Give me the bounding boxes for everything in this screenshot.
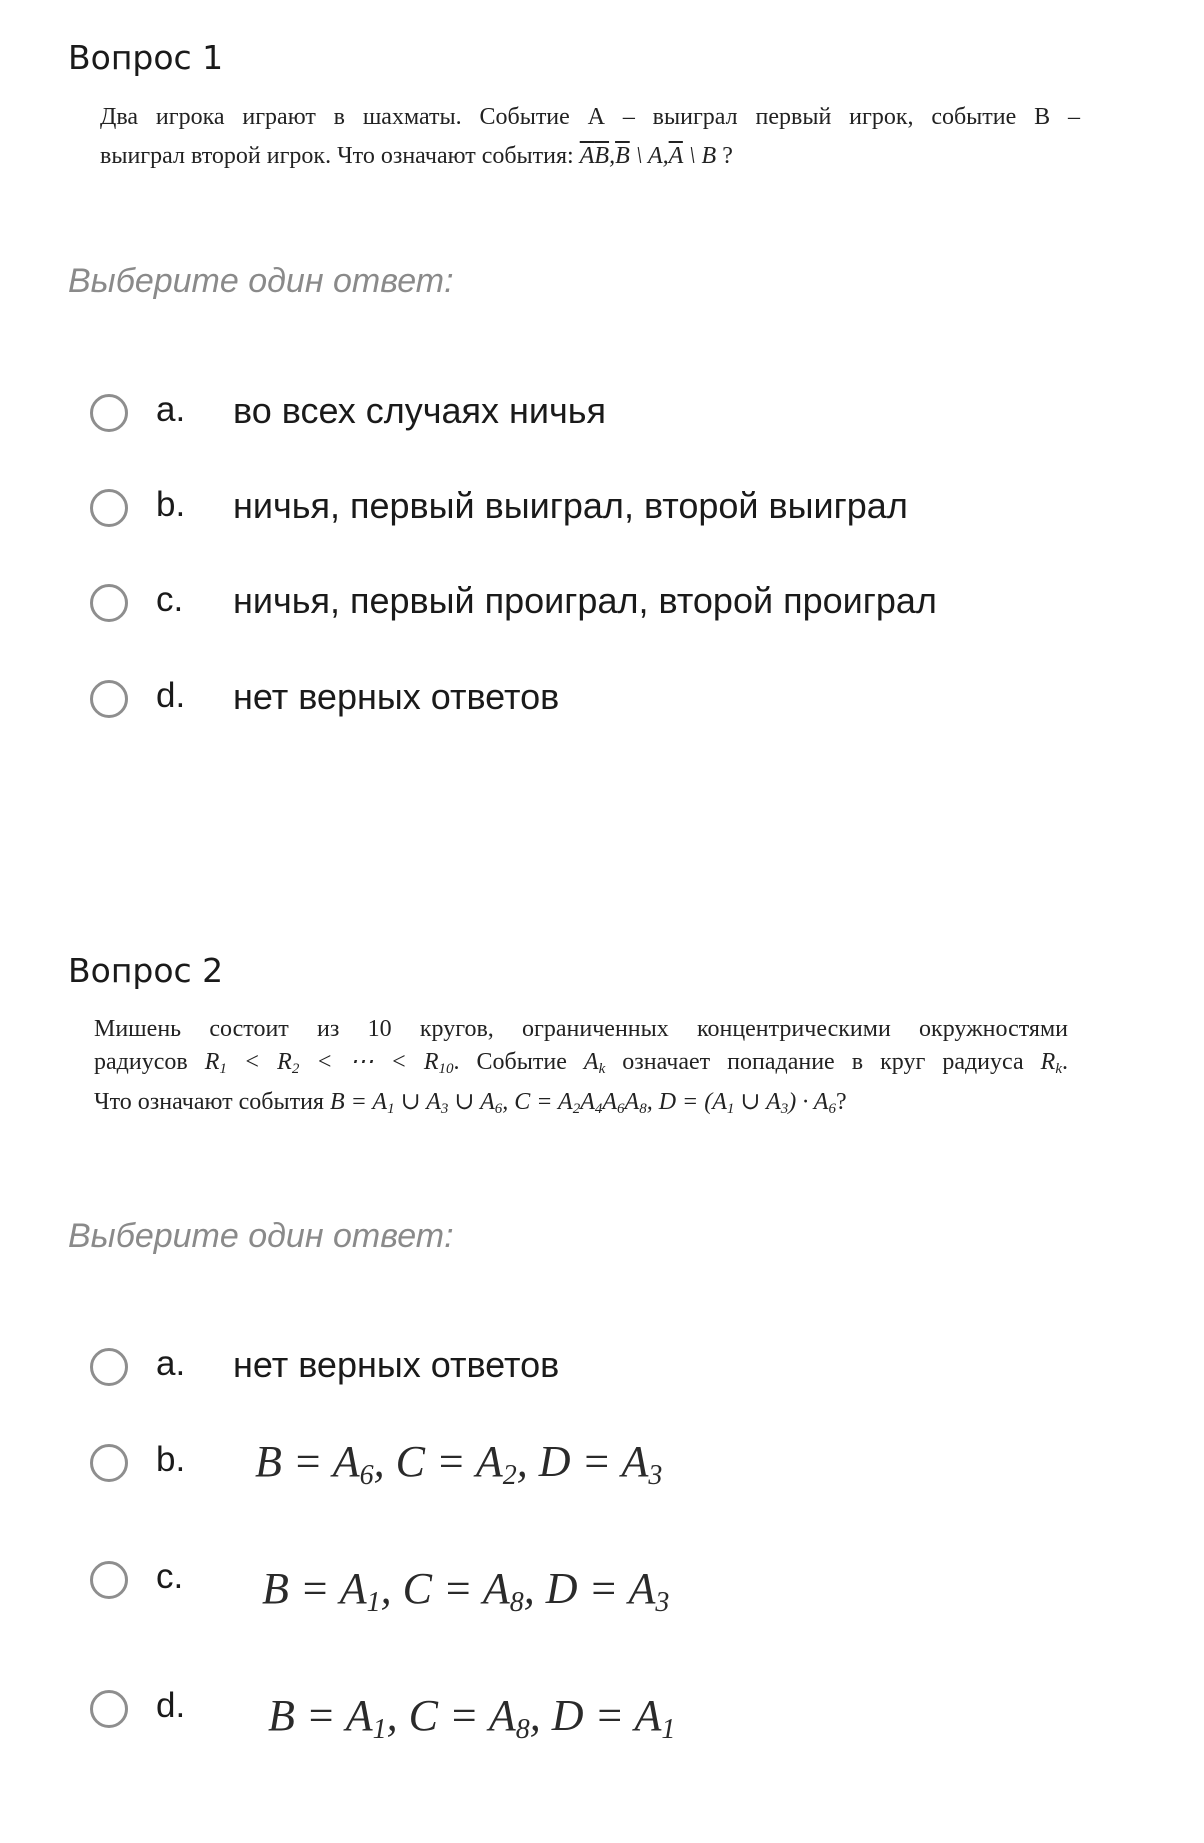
option-label: ничья, первый выиграл, второй выиграл	[233, 485, 908, 526]
radio-button[interactable]	[90, 680, 128, 718]
option-letter: d.	[156, 1686, 186, 1725]
option-formula: $B = A_1$, $C = A_8$, $D = A_3$	[262, 1564, 670, 1618]
radio-button[interactable]	[90, 394, 128, 432]
question-1-title: Вопрос 1	[68, 38, 224, 77]
option-letter: c.	[156, 580, 184, 619]
option-letter: a.	[156, 390, 186, 429]
question-2-prompt: Выберите один ответ:	[68, 1217, 454, 1255]
question-2-text: Мишень состоит из 10 кругов, ограниченных концентрическими окружностями радиусов $R_1 < R_2$ < ⋯ < $R_{10}$. Событие $A_k$ означает попадание в круг радиуса $R_k$. Что означают события $B = A_1$ ∪ $A_3$ ∪ $A_6$, $C = A_2A_4A_6A_8$, $D = (A_1$ ∪ $A_3) \cdot A_6$?	[94, 1016, 1068, 1117]
option-label: во всех случаях ничья	[233, 390, 606, 431]
radio-button[interactable]	[90, 1348, 128, 1386]
radio-button[interactable]	[90, 1690, 128, 1728]
option-label: нет верных ответов	[233, 676, 560, 717]
question-1-text: Два игрока играют в шахматы. Событие А – выиграл первый игрок, событие В – выиграл второй игрок. Что означают события: $\overline{A}\overline{B},\overline{B}$ \ $A,\overline{A}$ \ B ?	[100, 104, 1080, 169]
question-1-option-b[interactable]	[90, 481, 1090, 541]
option-formula: $B = A_6$, $C = A_2$, $D = A_3$	[255, 1437, 663, 1491]
question-2-option-a[interactable]	[90, 1340, 1090, 1400]
question-2-option-b[interactable]	[90, 1436, 1090, 1496]
option-letter: a.	[156, 1344, 186, 1383]
question-1-option-c[interactable]	[90, 576, 1090, 636]
radio-button[interactable]	[90, 1561, 128, 1599]
option-formula: $B = A_1$, $C = A_8$, $D = A_1$	[268, 1691, 676, 1745]
radio-button[interactable]	[90, 1444, 128, 1482]
question-2-title: Вопрос 2	[68, 951, 224, 990]
option-letter: b.	[156, 485, 186, 524]
question-2-option-c[interactable]	[90, 1553, 1090, 1618]
radio-button[interactable]	[90, 489, 128, 527]
question-2-option-d[interactable]	[90, 1682, 1090, 1745]
option-label: ничья, первый проиграл, второй проиграл	[233, 580, 937, 621]
option-letter: b.	[156, 1440, 186, 1479]
question-1-prompt: Выберите один ответ:	[68, 262, 454, 300]
radio-button[interactable]	[90, 584, 128, 622]
question-1-option-d[interactable]	[90, 672, 1090, 732]
question-1-option-a[interactable]	[90, 386, 1090, 446]
option-label: нет верных ответов	[233, 1344, 560, 1385]
option-letter: d.	[156, 676, 186, 715]
option-letter: c.	[156, 1557, 184, 1596]
